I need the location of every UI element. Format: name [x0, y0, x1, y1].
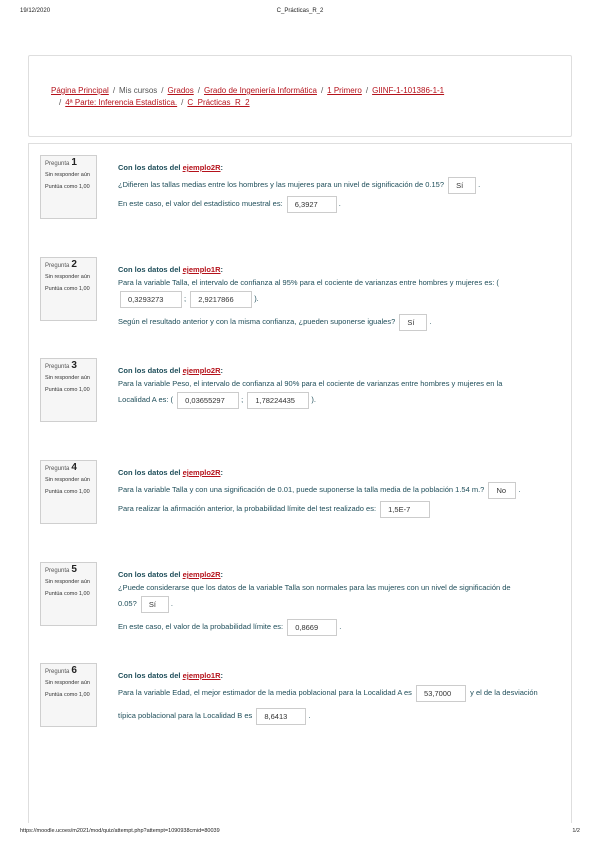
- question-content: Con los datos del ejemplo2R: Para la variable Talla y con una significación de 0.01, puede suponerse la talla media de la población 1.54 m.? No . Para realizar la afirmación anterior, la probabilidad límite del test realizado es: 1,5E-7: [118, 466, 548, 518]
- question-grade: Puntúa como 1,00: [45, 184, 90, 190]
- dataset-link[interactable]: ejemplo2R: [182, 163, 221, 172]
- answer-select[interactable]: Sí: [141, 596, 169, 613]
- answer-input[interactable]: 0,8669: [287, 619, 337, 636]
- question-content: Con los datos del ejemplo1R: Para la variable Talla, el intervalo de confianza al 95% para el cociente de varianzas entre hombres y mujeres es: ( 0,3293273 ; 2,9217866 ). Según el resultado anterior y con la misma confianza, ¿pueden suponerse iguales? Sí .: [118, 263, 548, 331]
- question-state: Sin responder aún: [45, 680, 90, 686]
- breadcrumb: Página Principal / Mis cursos / Grados / Grado de Ingeniería Informática / 1 Primero / GIINF-1-101386-1-1 / 4ª Parte: Inferencia Estadística. / C_Prácticas_R_2: [51, 86, 445, 107]
- print-date: 19/12/2020: [20, 8, 51, 14]
- answer-input-upper[interactable]: 2,9217866: [190, 291, 252, 308]
- breadcrumb-degree-link[interactable]: Grado de Ingeniería Informática: [203, 86, 317, 95]
- question-content: Con los datos del ejemplo1R: Para la variable Edad, el mejor estimador de la media poblacional para la Localidad A es 53,7000 y el de la desviación típica poblacional para la Localidad B es 8,6413 .: [118, 669, 548, 725]
- answer-input-lower[interactable]: 0,3293273: [120, 291, 182, 308]
- question-info: Pregunta 4 Sin responder aún Puntúa como 1,00: [40, 460, 97, 524]
- question-state: Sin responder aún: [45, 172, 90, 178]
- question-content: Con los datos del ejemplo2R: Para la variable Peso, el intervalo de confianza al 90% para el cociente de varianzas entre hombres y mujeres en la Localidad A es: ( 0,03655297 ; 1,78224435 ).: [118, 364, 548, 409]
- answer-input[interactable]: 1,5E-7: [380, 501, 430, 518]
- print-title: C_Prácticas_R_2: [276, 8, 324, 14]
- answer-select[interactable]: No: [488, 482, 516, 499]
- breadcrumb-course-link[interactable]: GIINF-1-101386-1-1: [372, 86, 445, 95]
- dataset-link[interactable]: ejemplo1R: [182, 265, 221, 274]
- print-url: https://moodle.ucoes/m2021/mod/quiz/attempt.php?attempt=1090938cmid=80039: [20, 828, 220, 834]
- question-grade: Puntúa como 1,00: [45, 286, 90, 292]
- breadcrumb-quiz-link[interactable]: C_Prácticas_R_2: [187, 98, 250, 107]
- print-page: 1/2: [572, 828, 580, 834]
- question-state: Sin responder aún: [45, 274, 90, 280]
- dataset-link[interactable]: ejemplo2R: [182, 468, 221, 477]
- question-info: Pregunta 2 Sin responder aún Puntúa como 1,00: [40, 257, 97, 321]
- dataset-link[interactable]: ejemplo1R: [182, 671, 221, 680]
- question-grade: Puntúa como 1,00: [45, 489, 90, 495]
- question-info: Pregunta 3 Sin responder aún Puntúa como 1,00: [40, 358, 97, 422]
- question-state: Sin responder aún: [45, 579, 90, 585]
- question-number: 4: [71, 462, 77, 473]
- answer-select[interactable]: Sí: [448, 177, 476, 194]
- question-number: 6: [71, 665, 77, 676]
- question-info: Pregunta 5 Sin responder aún Puntúa como 1,00: [40, 562, 97, 626]
- breadcrumb-mycourses: Mis cursos: [119, 86, 158, 95]
- breadcrumb-year-link[interactable]: 1 Primero: [327, 86, 362, 95]
- question-grade: Puntúa como 1,00: [45, 387, 90, 393]
- answer-input-mean[interactable]: 53,7000: [416, 685, 466, 702]
- question-number: 5: [71, 564, 77, 575]
- breadcrumb-part-link[interactable]: 4ª Parte: Inferencia Estadística.: [65, 98, 178, 107]
- dataset-link[interactable]: ejemplo2R: [182, 366, 221, 375]
- print-header: [0, 8, 600, 20]
- question-number: 1: [71, 157, 77, 168]
- question-info: Pregunta 6 Sin responder aún Puntúa como 1,00: [40, 663, 97, 727]
- answer-input-upper[interactable]: 1,78224435: [247, 392, 309, 409]
- question-grade: Puntúa como 1,00: [45, 591, 90, 597]
- answer-input-lower[interactable]: 0,03655297: [177, 392, 239, 409]
- question-grade: Puntúa como 1,00: [45, 692, 90, 698]
- breadcrumb-grados-link[interactable]: Grados: [167, 86, 194, 95]
- question-number: 2: [71, 259, 77, 270]
- breadcrumb-card: [28, 55, 572, 137]
- answer-input[interactable]: 6,3927: [287, 196, 337, 213]
- question-state: Sin responder aún: [45, 375, 90, 381]
- question-info: Pregunta 1 Sin responder aún Puntúa como 1,00: [40, 155, 97, 219]
- breadcrumb-home-link[interactable]: Página Principal: [51, 86, 109, 95]
- question-state: Sin responder aún: [45, 477, 90, 483]
- answer-input-sd[interactable]: 8,6413: [256, 708, 306, 725]
- question-number: 3: [71, 360, 77, 371]
- question-content: Con los datos del ejemplo2R: ¿Puede considerarse que los datos de la variable Talla son normales para las mujeres con un nivel de significación de 0.05? Sí . En este caso, el valor de la probabilidad límite es: 0,8669 .: [118, 568, 548, 636]
- answer-select[interactable]: Sí: [399, 314, 427, 331]
- dataset-link[interactable]: ejemplo2R: [182, 570, 221, 579]
- question-content: Con los datos del ejemplo2R: ¿Difieren las tallas medias entre los hombres y las mujeres para un nivel de significación de 0.15? Sí . En este caso, el valor del estadístico muestral es: 6,3927 .: [118, 161, 548, 213]
